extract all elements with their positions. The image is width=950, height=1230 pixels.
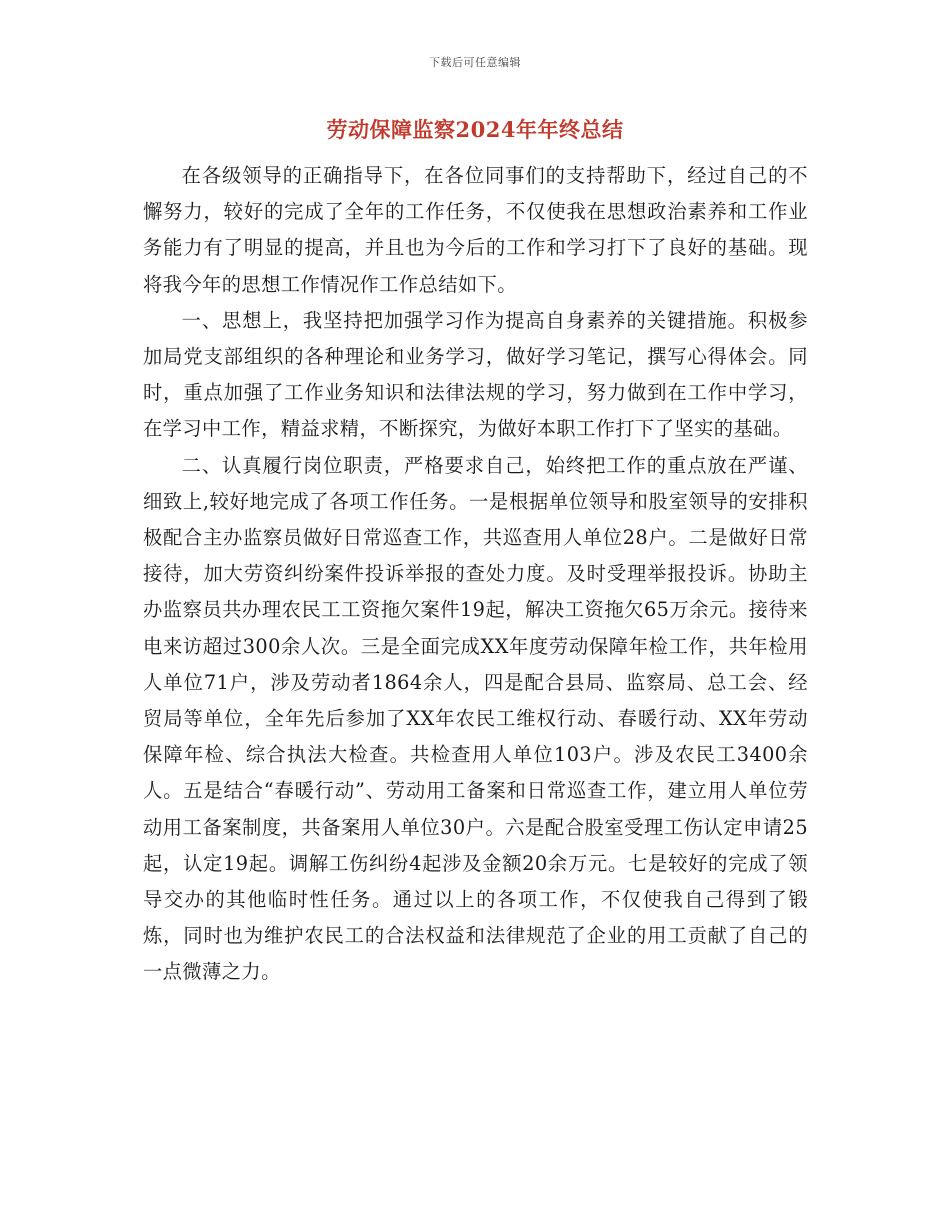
- download-edit-note: 下载后可任意编辑: [429, 56, 521, 69]
- section-one-paragraph: 一、思想上，我坚持把加强学习作为提高自身素养的关键措施。积极参加局党支部组织的各种理论和业务学习，做好学习笔记，撰写心得体会。同时，重点加强了工作业务知识和法律法规的学习，努力做到在工作中学习，在学习中工作，精益求精，不断探究，为做好本职工作打下了坚实的基础。: [143, 308, 808, 441]
- document-body: [143, 158, 808, 991]
- intro-paragraph: 在各级领导的正确指导下，在各位同事们的支持帮助下，经过自己的不懈努力，较好的完成了全年的工作任务，不仅使我在思想政治素养和工作业务能力有了明显的提高，并且也为今后的工作和学习打下了良好的基础。现将我今年的思想工作情况作工作总结如下。: [143, 164, 808, 296]
- document-title: 劳动保障监察2024年年终总结: [326, 117, 624, 142]
- section-two-paragraph: 二、认真履行岗位职责，严格要求自己，始终把工作的重点放在严谨、细致上,较好地完成了各项工作任务。一是根据单位领导和股室领导的安排积极配合主办监察员做好日常巡查工作，共巡查用人单位28户。二是做好日常接待，加大劳资纠纷案件投诉举报的查处力度。及时受理举报投诉。协助主办监察员共办理农民工工资拖欠案件19起，解决工资拖欠65万余元。接待来电来访超过300余人次。三是全面完成XX年度劳动保障年检工作，共年检用人单位71户，涉及劳动者1864余人，四是配合县局、监察局、总工会、经贸局等单位，全年先后参加了XX年农民工维权行动、春暖行动、XX年劳动保障年检、综合执法大检查。共检查用人单位103户。涉及农民工3400余人。五是结合“春暖行动”、劳动用工备案和日常巡查工作，建立用人单位劳动用工备案制度，共备案用人单位30户。六是配合股室受理工伤认定申请25起，认定19起。调解工伤纠纷4起涉及金额20余万元。七是较好的完成了领导交办的其他临时性任务。通过以上的各项工作，不仅使我自己得到了锻炼，同时也为维护农民工的合法权益和法律规范了企业的用工贡献了自己的一点微薄之力。: [143, 453, 808, 984]
